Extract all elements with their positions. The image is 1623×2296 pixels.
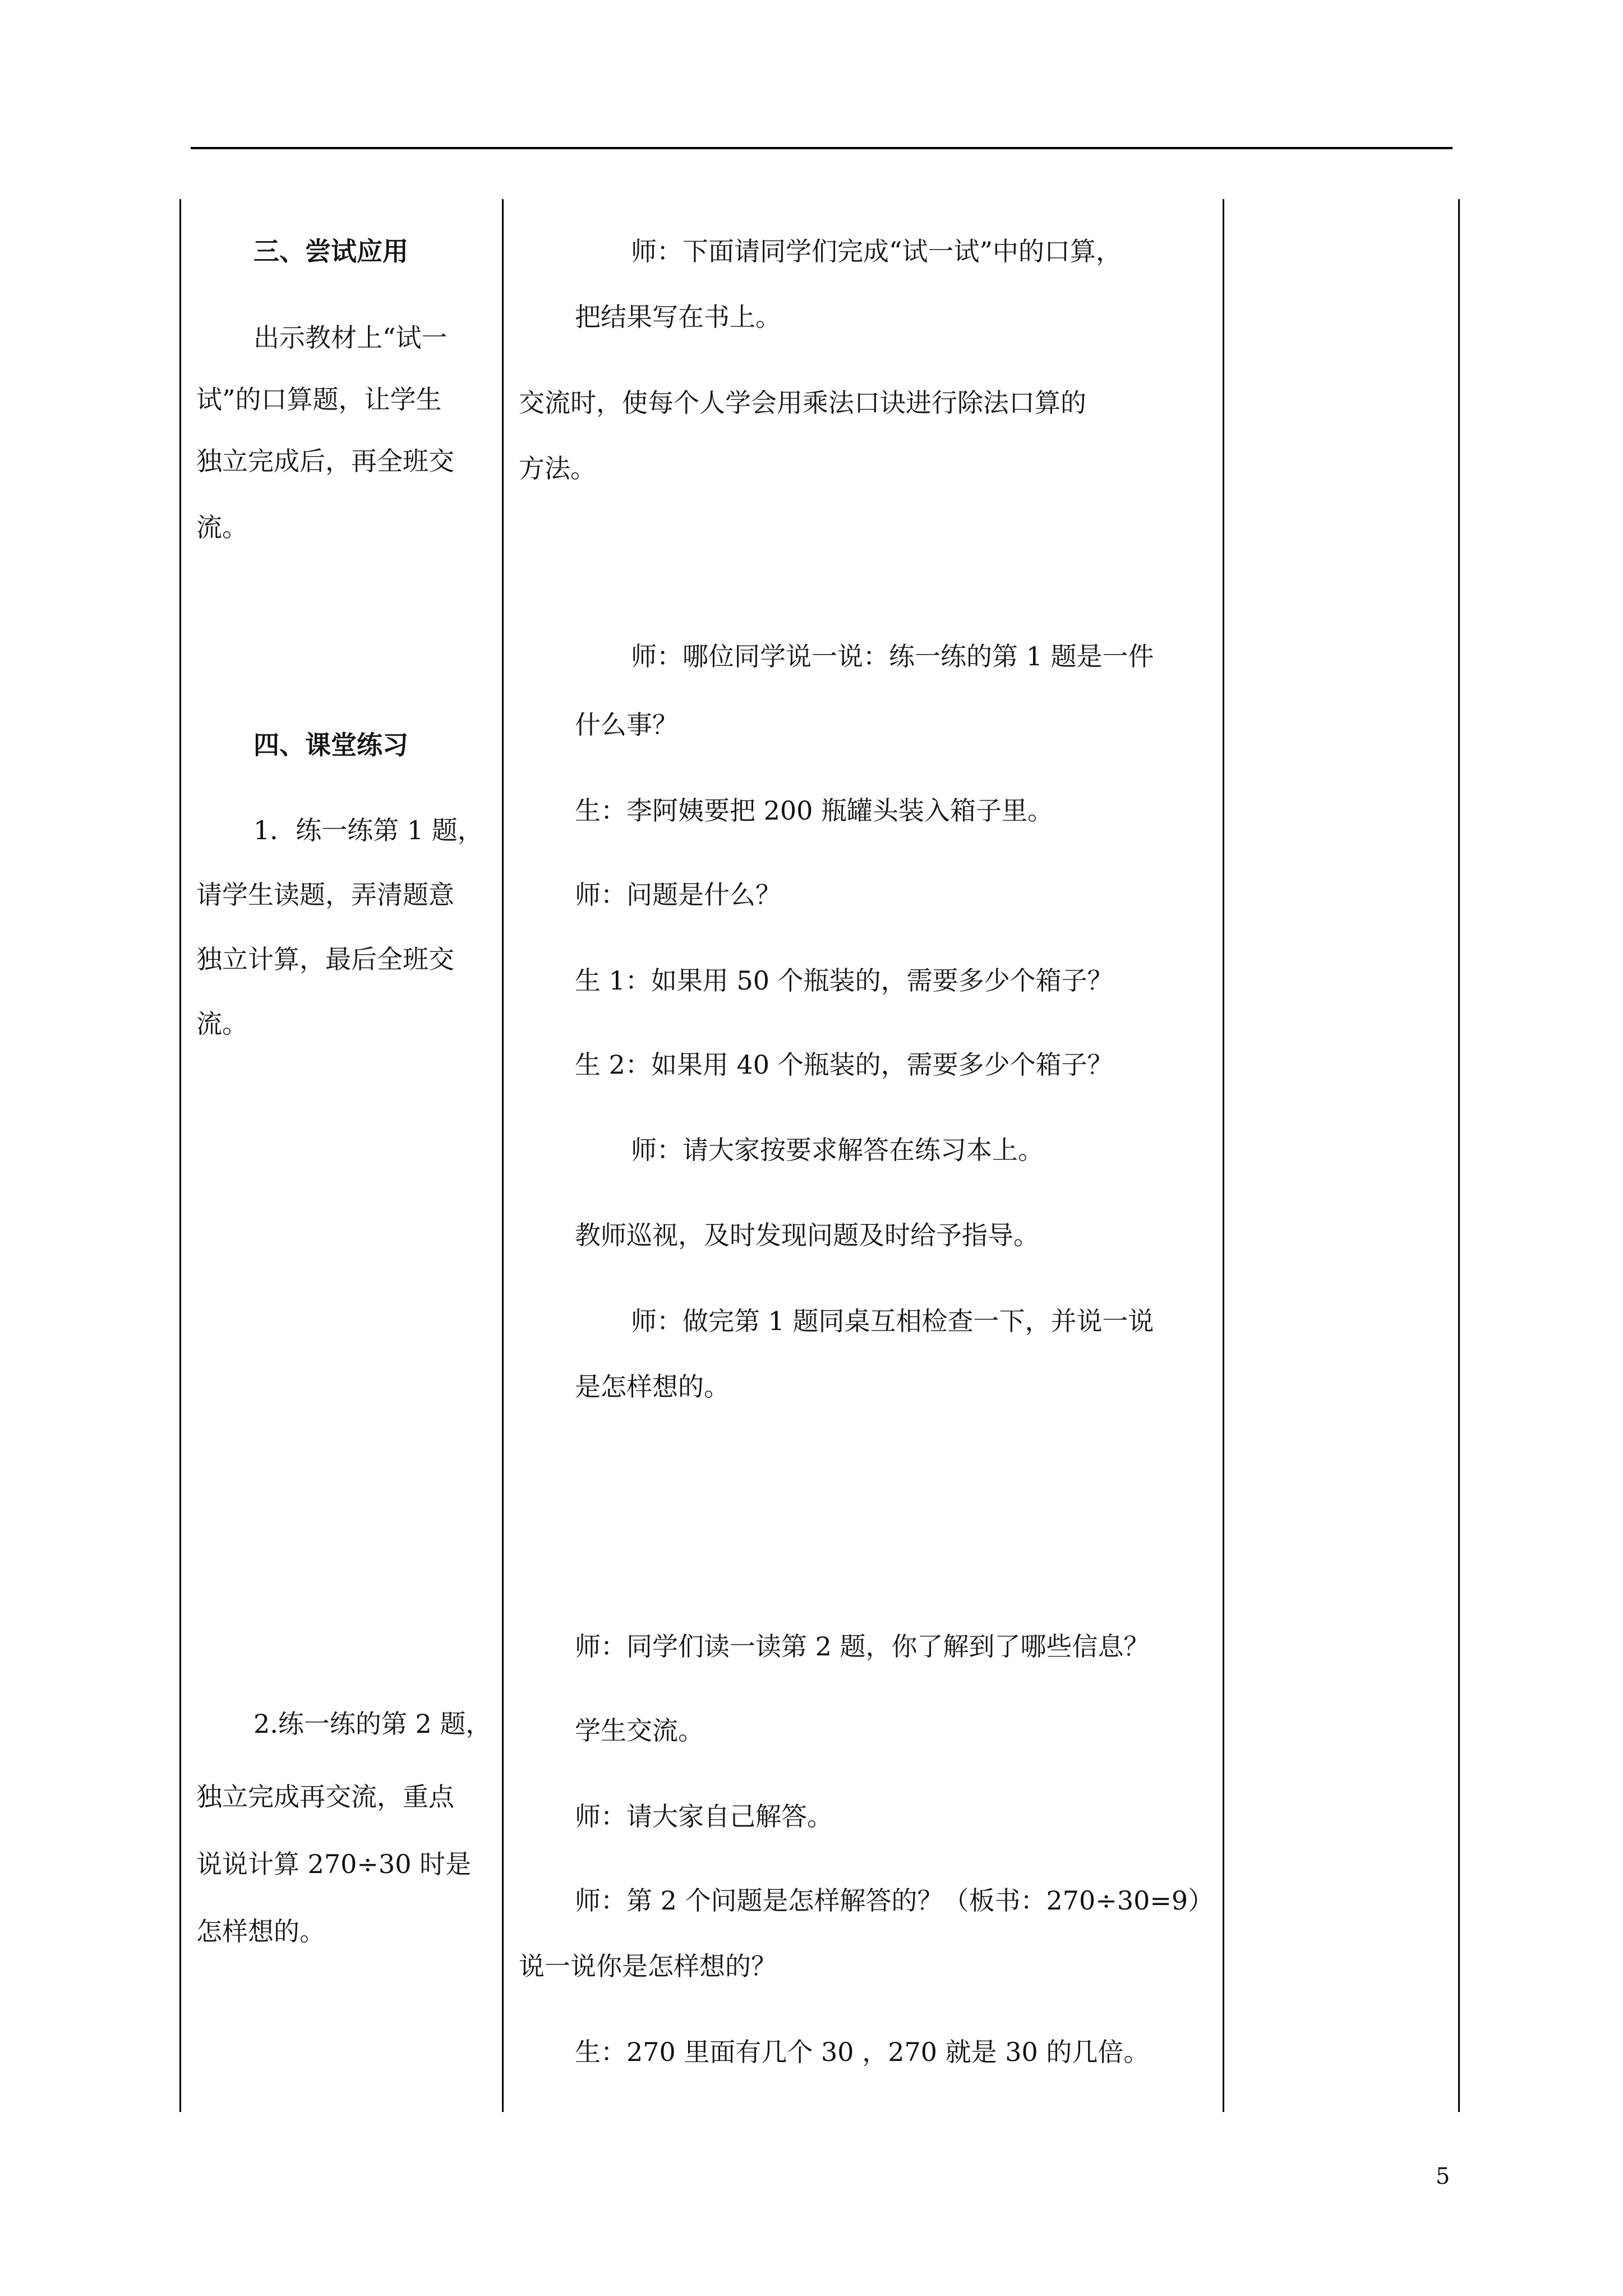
left-text-line: 1．练一练第 1 题，: [253, 815, 483, 845]
dialogue-line: 交流时，使每个人学会用乘法口诀进行除法口算的: [519, 388, 1086, 418]
dialogue-line: 师：下面请同学们完成“试一试”中的口算，: [631, 236, 1122, 266]
left-text-line: 怎样想的。: [196, 1916, 325, 1947]
left-text-line: 独立完成后，再全班交: [196, 446, 454, 476]
header-rule: [191, 147, 1453, 149]
table-divider-1: [502, 199, 504, 2112]
left-text-line: 请学生读题，弄清题意: [196, 880, 454, 910]
table-divider-2: [1223, 199, 1224, 2112]
dialogue-line: 生：李阿姨要把 200 瓶罐头装入箱子里。: [575, 795, 1054, 826]
left-text-line: 独立计算，最后全班交: [196, 944, 454, 974]
section-title-3: 三、尝试应用: [253, 236, 408, 266]
dialogue-line: 师：请大家自己解答。: [575, 1801, 833, 1832]
section-title-4: 四、课堂练习: [253, 730, 408, 760]
dialogue-line: 教师巡视，及时发现问题及时给予指导。: [575, 1220, 1039, 1250]
dialogue-line: 生 2：如果用 40 个瓶装的，需要多少个箱子？: [575, 1050, 1113, 1080]
table-border-left: [179, 199, 181, 2112]
dialogue-line: 生：270 里面有几个 30 ，270 就是 30 的几倍。: [575, 2037, 1150, 2067]
dialogue-line: 把结果写在书上。: [575, 302, 781, 332]
table-border-right: [1458, 199, 1460, 2112]
left-text-line: 2.练一练的第 2 题，: [253, 1709, 492, 1739]
dialogue-line: 什么事？: [575, 710, 678, 740]
dialogue-line: 是怎样想的。: [575, 1372, 730, 1402]
dialogue-line: 生 1：如果用 50 个瓶装的，需要多少个箱子？: [575, 965, 1113, 996]
left-text-line: 独立完成再交流，重点: [196, 1782, 454, 1812]
left-text-line: 出示教材上“试一: [253, 323, 448, 353]
dialogue-line: 师：问题是什么？: [575, 880, 781, 910]
left-text-line: 说说计算 270÷30 时是: [196, 1849, 472, 1879]
left-text-line: 试”的口算题，让学生: [196, 384, 442, 415]
dialogue-line: 师：第 2 个问题是怎样解答的？（板书：270÷30=9）: [575, 1885, 1214, 1916]
dialogue-line: 方法。: [519, 453, 596, 484]
page-number: 5: [1436, 2164, 1450, 2189]
dialogue-line: 学生交流。: [575, 1715, 704, 1746]
dialogue-line: 师：哪位同学说一说：练一练的第 1 题是一件: [631, 641, 1154, 671]
left-text-line: 流。: [196, 1009, 248, 1039]
dialogue-line: 师：同学们读一读第 2 题，你了解到了哪些信息？: [575, 1631, 1150, 1662]
dialogue-line: 师：做完第 1 题同桌互相检查一下，并说一说: [631, 1306, 1154, 1336]
dialogue-line: 师：请大家按要求解答在练习本上。: [631, 1135, 1044, 1165]
dialogue-line: 说一说你是怎样想的？: [519, 1951, 777, 1981]
left-text-line: 流。: [196, 512, 248, 542]
